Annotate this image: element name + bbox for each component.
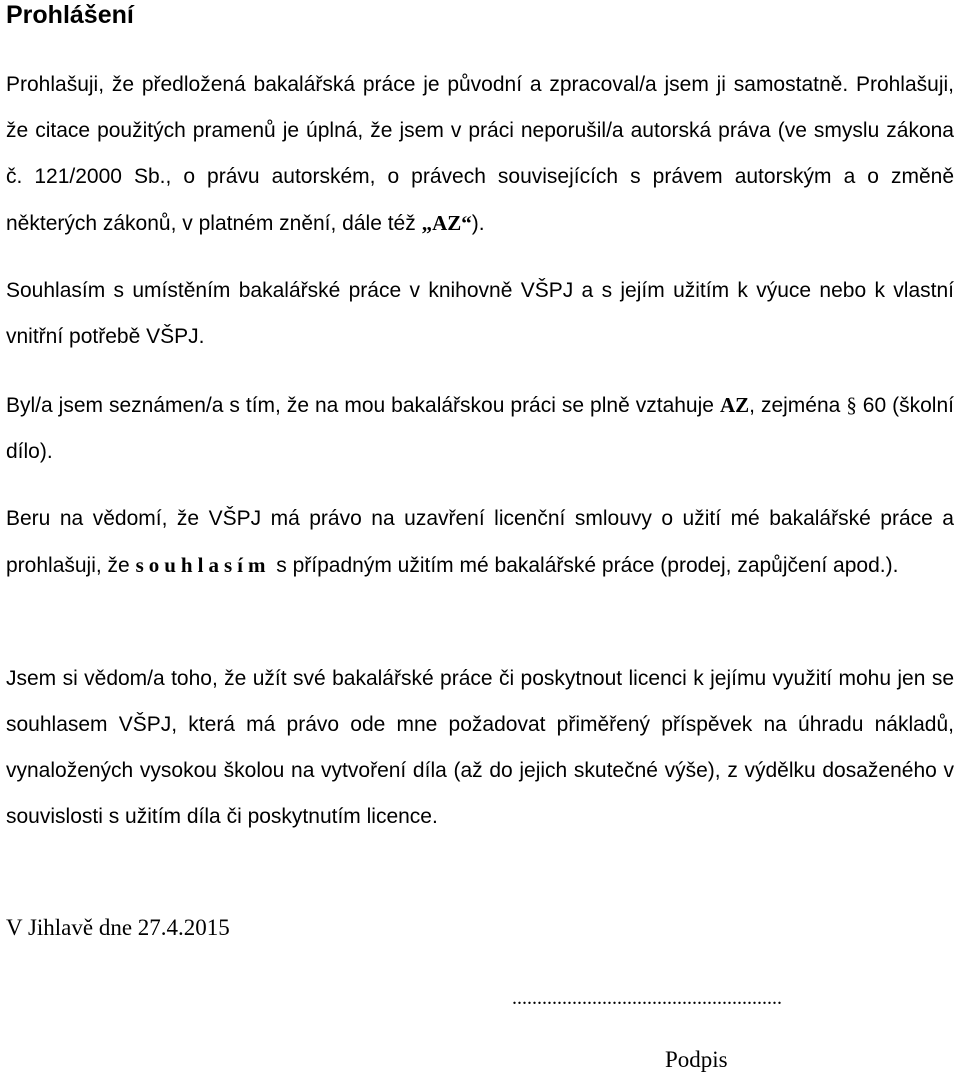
- az-applicability-text-end: 60 (školní dílo).: [6, 394, 954, 463]
- originality-text: Prohlašuji, že předložená bakalářská práce je původní a zpracoval/a jsem ji samostatně. Prohlašuji, že citace použitých pramenů je úplná, že jsem v práci neporušil/a autorská práva (ve smyslu zákona č. 121/2000 Sb., o právu autorském, o právech souvisejících s právem autorským a o změně některých zákonů, v platném znění, dále též: [6, 73, 954, 235]
- originality-paragraph: [6, 62, 954, 247]
- place-and-date: V Jihlavě dne 27.4.2015: [6, 915, 230, 940]
- section-sign: §: [846, 393, 857, 417]
- page-title: Prohlášení: [6, 1, 134, 29]
- library-consent-text: Souhlasím s umístěním bakalářské práce v knihovně VŠPJ a s jejím užitím k výuce nebo k vlastní vnitřní potřebě VŠPJ.: [6, 279, 954, 348]
- license-text-end: s případným užitím mé bakalářské práce (prodej, zapůjčení apod.).: [270, 554, 899, 577]
- az-applicability-text: Byl/a jsem seznámen/a s tím, že na mou bakalářskou práci se plně vztahuje: [6, 394, 720, 417]
- library-consent-paragraph: [6, 268, 954, 360]
- usage-terms-paragraph: [6, 656, 954, 840]
- usage-terms-text: Jsem si vědom/a toho, že užít své bakalářské práce či poskytnout licenci k jejímu využití mohu jen se souhlasem VŠPJ, která má právo ode mne požadovat přiměřený příspěvek na úhradu nákladů, vynaložených vysokou školou na vytvoření díla (až do jejich skutečné výše), z výdělku dosaženého v souvislosti s užitím díla či poskytnutím licence.: [6, 667, 954, 828]
- originality-text-end: ).: [471, 212, 485, 235]
- az-abbreviation: „AZ“: [421, 211, 472, 235]
- az-applicability-paragraph: [6, 382, 954, 475]
- az-applicability-text-cont: , zejména: [749, 394, 847, 417]
- consent-emphasis: souhlasím: [135, 553, 271, 577]
- license-paragraph: [6, 496, 954, 589]
- signature-label: Podpis: [665, 1047, 728, 1072]
- license-text: Beru na vědomí, že VŠPJ má právo na uzavření licenční smlouvy o užití mé bakalářské práce a prohlašuji, že: [6, 507, 954, 577]
- az-abbreviation: AZ: [719, 393, 750, 417]
- signature-line: ......................................................: [512, 987, 782, 1009]
